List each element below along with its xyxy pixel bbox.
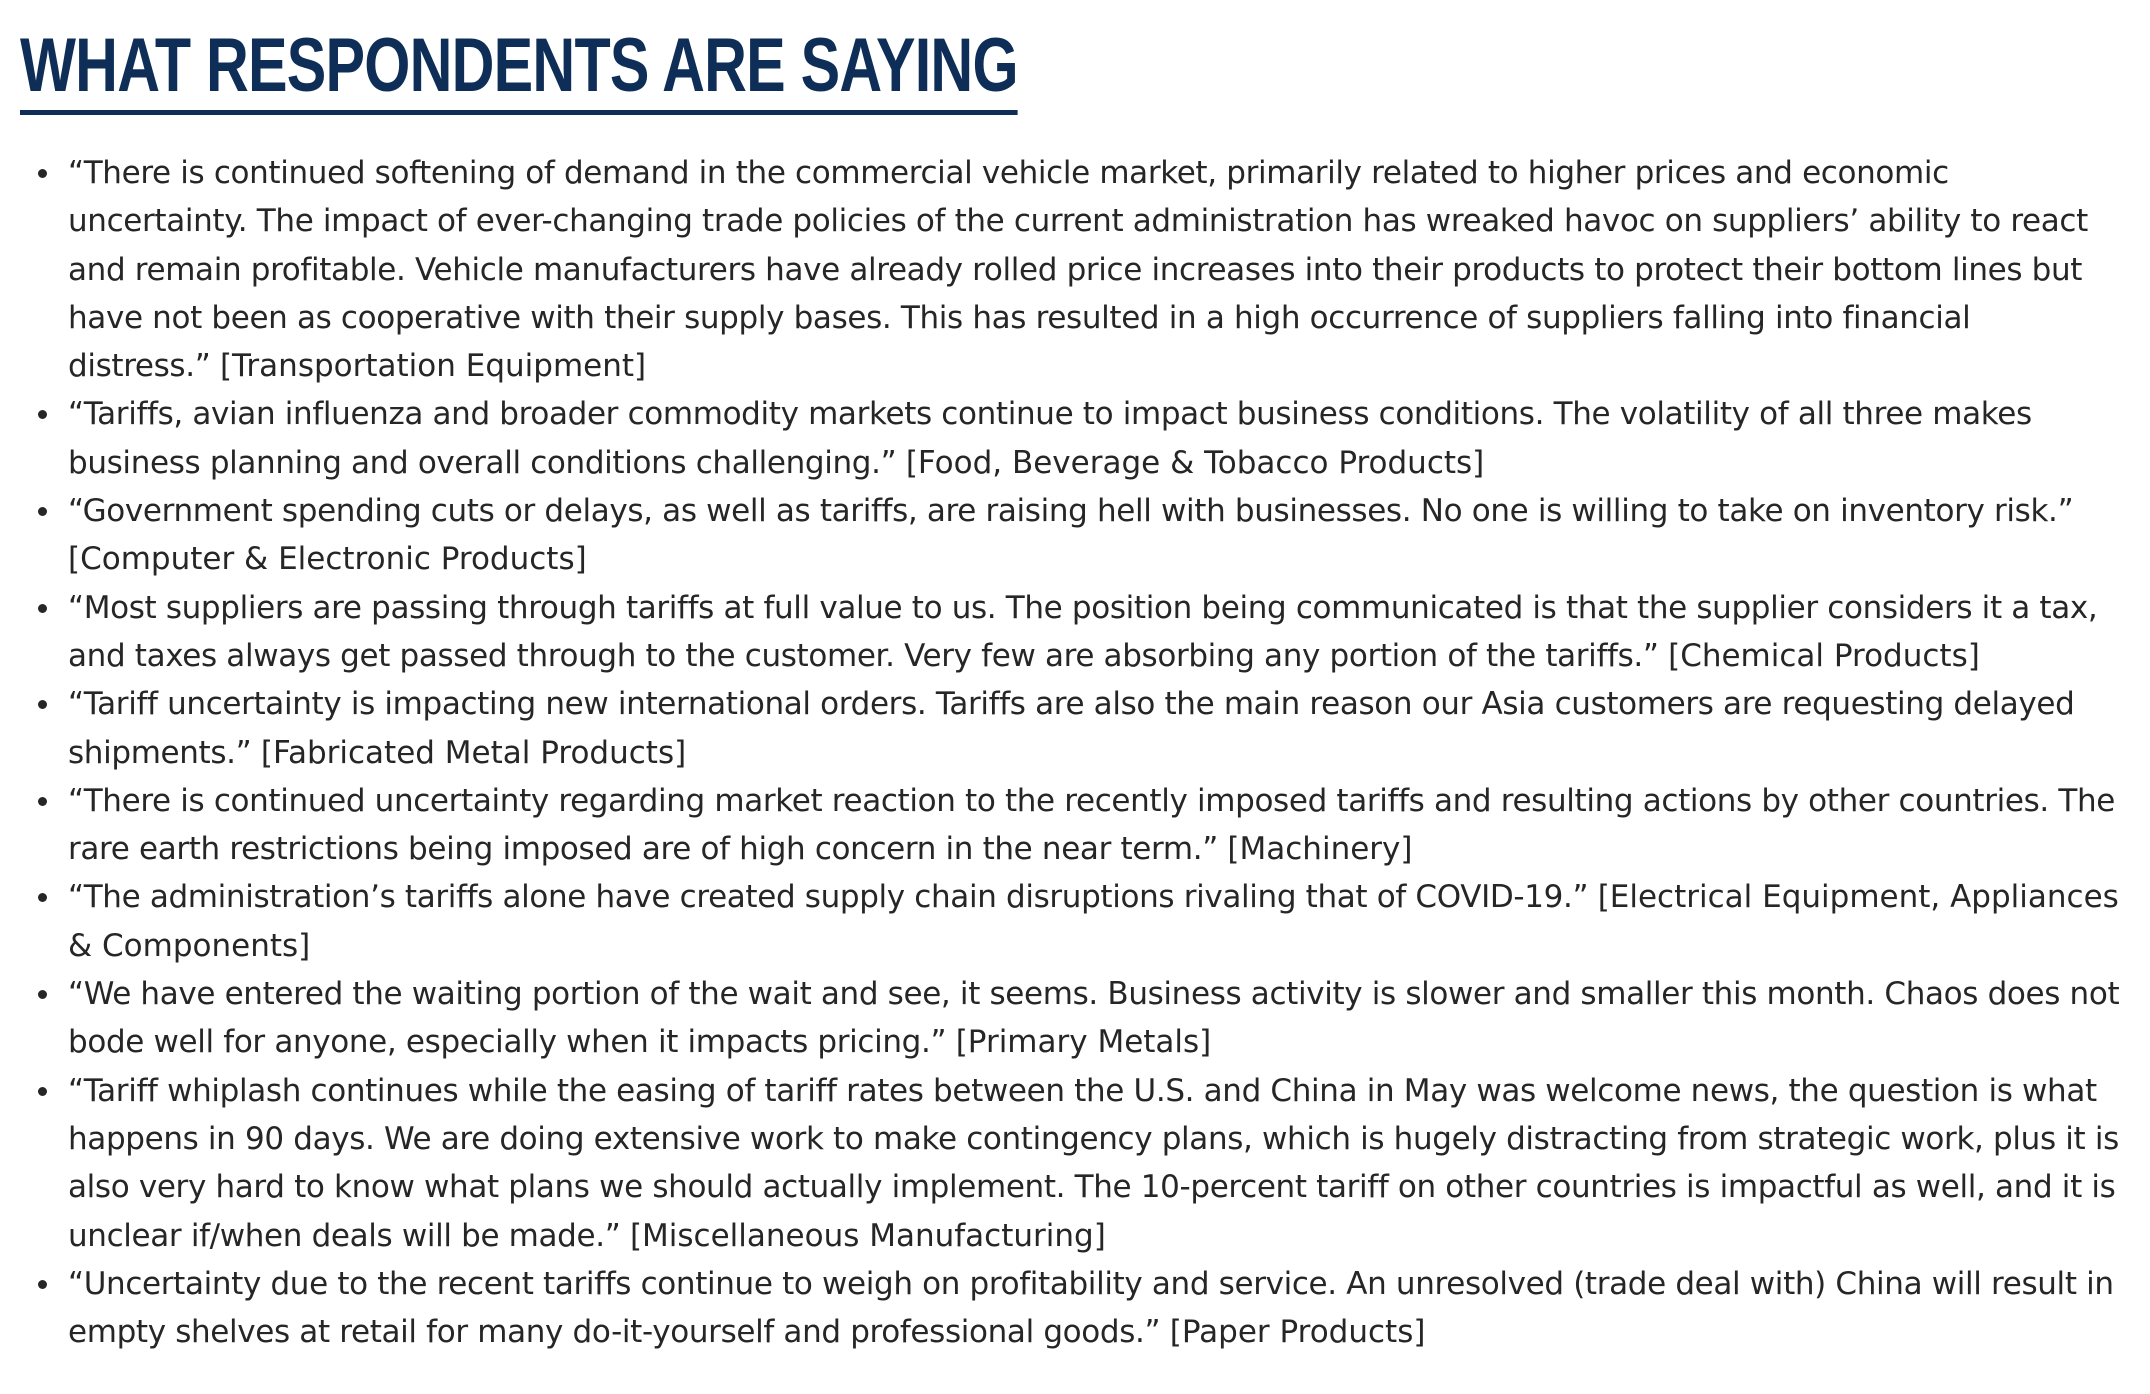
quote-item <box>20 873 2130 970</box>
quote-industry: [Computer & Electronic Products] <box>68 541 587 578</box>
section-heading: WHAT RESPONDENTS ARE SAYING <box>20 22 1018 115</box>
quote-item <box>20 1260 2130 1357</box>
bullet-icon <box>38 604 47 613</box>
bullet-icon <box>38 1087 47 1096</box>
quote-text: “There is continued uncertainty regarding market reaction to the recently imposed tariffs and resulting actions by other countries. The rare earth restrictions being imposed are of high concern in the near term.” <box>68 782 2116 868</box>
bullet-icon <box>38 700 47 709</box>
quote-text: “We have entered the waiting portion of the wait and see, it seems. Business activity is slower and smaller this month. Chaos does not bode well for anyone, especially when it impacts pricing.” <box>68 976 2120 1061</box>
quote-item <box>20 390 2130 487</box>
bullet-icon <box>38 797 47 806</box>
quote-text: “Uncertainty due to the recent tariffs continue to weigh on profitability and service. An unresolved (trade deal with) China will result in empty shelves at retail for many do-it-yourself and professional goods.” <box>68 1265 2114 1351</box>
quote-list <box>20 149 2130 1356</box>
quote-industry: [Miscellaneous Manufacturing] <box>629 1217 1106 1254</box>
quote-industry: [Chemical Products] <box>1668 637 1980 674</box>
quote-text: “Tariffs, avian influenza and broader commodity markets continue to impact business conditions. The volatility of all three makes business planning and overall conditions challenging.” <box>68 396 2032 481</box>
quote-industry: [Electrical Equipment, Appliances & Components] <box>68 879 2119 964</box>
bullet-icon <box>38 990 47 999</box>
quote-text: “Most suppliers are passing through tariffs at full value to us. The position being communicated is that the supplier considers it a tax, and taxes always get passed through to the customer. Very few are absorbing any portion of the tariffs.” <box>68 589 2098 674</box>
bullet-icon <box>38 507 47 516</box>
quote-item <box>20 777 2130 874</box>
bullet-icon <box>38 1280 47 1289</box>
quote-industry: [Machinery] <box>1227 831 1413 868</box>
quote-item <box>20 970 2130 1067</box>
quote-text: “The administration’s tariffs alone have created supply chain disruptions rivaling that of COVID-19.” <box>68 879 1598 916</box>
quote-industry: [Transportation Equipment] <box>219 348 647 385</box>
quote-item <box>20 149 2130 390</box>
quote-text: “There is continued softening of demand in the commercial vehicle market, primarily related to higher prices and economic uncertainty. The impact of ever-changing trade policies of the current administration has wreaked havoc on suppliers’ ability to react and remain profitable. Vehicle manufacturers have already rolled price increases into their products to protect their bottom lines but have not been as cooperative with their supply bases. This has resulted in a high occurrence of suppliers falling into financial distress.” <box>68 155 2088 385</box>
respondents-section <box>20 22 2130 1356</box>
quote-industry: [Paper Products] <box>1169 1314 1426 1351</box>
quote-item <box>20 680 2130 777</box>
quote-text: “Tariff uncertainty is impacting new international orders. Tariffs are also the main reason our Asia customers are requesting delayed shipments.” <box>68 686 2075 771</box>
quote-text: “Tariff whiplash continues while the easing of tariff rates between the U.S. and China in May was welcome news, the question is what happens in 90 days. We are doing extensive work to make contingency plans, which is hugely distracting from strategic work, plus it is also very hard to know what plans we should actually implement. The 10-percent tariff on other countries is impactful as well, and it is unclear if/when deals will be made.” <box>68 1072 2119 1254</box>
quote-text: “Government spending cuts or delays, as well as tariffs, are raising hell with businesses. No one is willing to take on inventory risk.” <box>68 493 2074 530</box>
quote-item <box>20 1067 2130 1260</box>
bullet-icon <box>38 410 47 419</box>
bullet-icon <box>38 169 47 178</box>
bullet-icon <box>38 893 47 902</box>
quote-industry: [Food, Beverage & Tobacco Products] <box>905 444 1485 481</box>
quote-industry: [Fabricated Metal Products] <box>260 734 687 771</box>
quote-industry: [Primary Metals] <box>955 1024 1212 1061</box>
quote-item <box>20 487 2130 584</box>
quote-item <box>20 584 2130 681</box>
